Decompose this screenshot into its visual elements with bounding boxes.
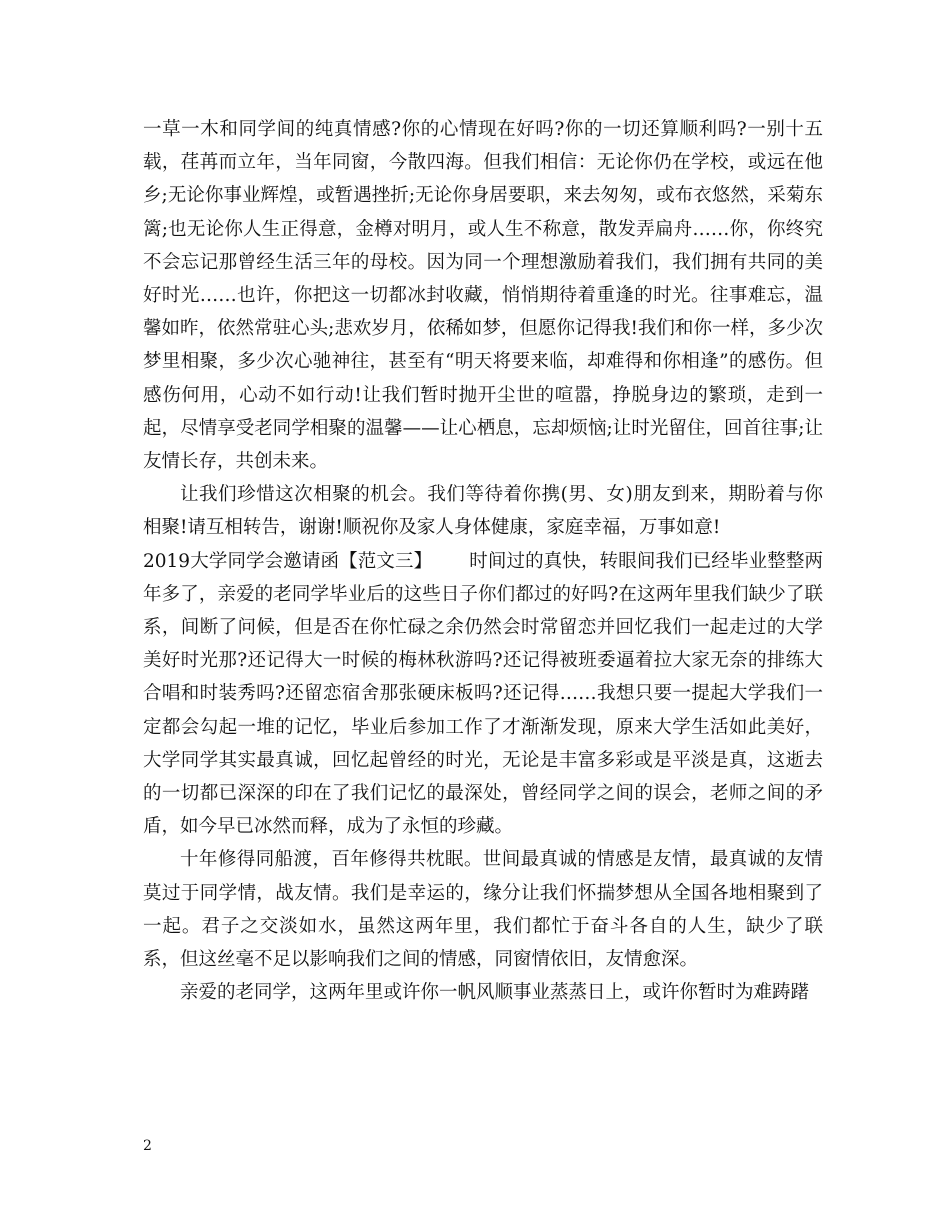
section-paragraph-3: 亲爱的老同学，这两年里或许你一帆风顺事业蒸蒸日上，或许你暂时为难踌躇	[180, 982, 810, 1004]
document-body	[143, 113, 823, 1009]
page-number: 2	[143, 1138, 152, 1154]
section-paragraph-1-text: 时间过的真快，转眼间我们已经毕业整整两年多了，亲爱的老同学毕业后的这些日子你们都过的好吗?在这两年里我们缺少了联系，间断了问候，但是否在你忙碌之余仍然会时常留恋并回忆我们一起走过的大学美好时光那?还记得大一时候的梅林秋游吗?还记得被班委逼着拉大家无奈的排练大合唱和时装秀吗?还留恋宿舍那张硬床板吗?还记得……我想只要一提起大学我们一定都会勾起一堆的记忆，毕业后参加工作了才渐渐发现，原来大学生活如此美好，大学同学其实最真诚，回忆起曾经的时光，无论是丰富多彩或是平淡是真，这逝去的一切都已深深的印在了我们记忆的最深处，曾经同学之间的误会，老师之间的矛盾，如今早已冰然而释，成为了永恒的珍藏。	[143, 550, 823, 838]
paragraph-1: 一草一木和同学间的纯真情感?你的心情现在好吗?你的一切还算顺利吗?一别十五载，荏苒而立年，当年同窗，今散四海。但我们相信：无论你仍在学校，或远在他乡;无论你事业辉煌，或暂遇挫折;无论你身居要职，来去匆匆，或布衣悠然，采菊东篱;也无论你人生正得意，金樽对明月，或人生不称意，散发弄扁舟……你，你终究不会忘记那曾经生活三年的母校。因为同一个理想激励着我们，我们拥有共同的美好时光……也许，你把这一切都冰封收藏，悄悄期待着重逢的时光。往事难忘，温馨如昨，依然常驻心头;悲欢岁月，依稀如梦，但愿你记得我!我们和你一样，多少次梦里相聚，多少次心驰神往，甚至有“明天将要来临，却难得和你相逢”的感伤。但感伤何用，心动不如行动!让我们暂时抛开尘世的喧嚣，挣脱身边的繁琐，走到一起，尽情享受老同学相聚的温馨——让心栖息，忘却烦恼;让时光留住，回首往事;让友情长存，共创未来。	[143, 119, 823, 473]
paragraph-2: 让我们珍惜这次相聚的机会。我们等待着你携(男、女)朋友到来，期盼着与你相聚!请互相转告，谢谢!顺祝你及家人身体健康，家庭幸福，万事如意!	[143, 484, 823, 539]
section-paragraph-2: 十年修得同船渡，百年修得共枕眠。世间最真诚的情感是友情，最真诚的友情莫过于同学情，战友情。我们是幸运的，缘分让我们怀揣梦想从全国各地相聚到了一起。君子之交淡如水，虽然这两年里，我们都忙于奋斗各自的人生，缺少了联系，但这丝毫不足以影响我们之间的情感，同窗情依旧，友情愈深。	[143, 849, 823, 971]
section-paragraph-1	[143, 545, 823, 844]
section-heading: 2019大学同学会邀请函【范文三】	[143, 550, 433, 572]
